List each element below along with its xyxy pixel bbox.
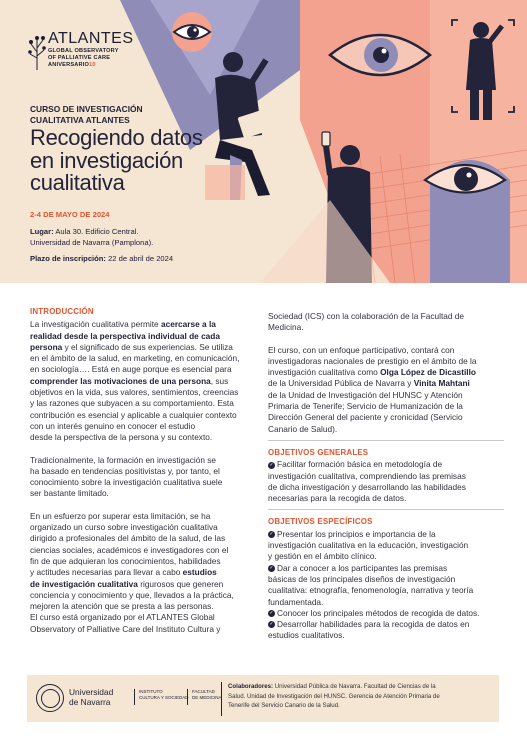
specific-objective-item: ✓ Dar a conocer a los participantes las premisas básicas de los principales diseños de investigación cualitativa: etnografía, fenomenología, narrativa y teoría fundamentada. [268, 562, 474, 607]
tree-logo-icon [28, 30, 46, 70]
faculty-label: FACULTAD DE MEDICINA [187, 689, 222, 705]
specific-objective-item: ✓ Presentar los principios e importancia de la investigación cualitativa en la educación, investigación y gestión en el ámbito clínico. [268, 528, 469, 562]
specific-objective-item: ✓ Conocer los principales métodos de recogida de datos. [269, 607, 480, 618]
check-circle-icon: ✓ [269, 461, 274, 468]
logo-anniversary: ANIVERSARIO10 [48, 62, 96, 68]
registration-deadline: Plazo de inscripción: 22 de abril de 2024 [30, 254, 174, 263]
right-column [268, 311, 504, 642]
check-circle-icon: ✓ [269, 531, 274, 538]
intro-paragraph-3: En un esfuerzo por superar esta limitación, se ha organizado un curso sobre investigación cualitativa dirigido a profesionales del ámbito de la salud, de las ciencias sociales, académicos e investigadores con el fin de que adquieran los conocimientos, habilidades y actitudes necesarias para llevar a cabo estudios de investigación cualitativa rigurosos que generen conciencia y conocimiento y que, llevados a la práctica, mejoren la atención que se presta a las personas. El curso está organizado por el ATLANTES Global Observatory of Palliative Care del Instituto Cultura y [30, 510, 234, 634]
specific-objective-item: ✓ Desarrollar habilidades para la recogida de datos en estudios cualitativos. [268, 619, 470, 641]
right-paragraph-1: Sociedad (ICS) con la colaboración de la Facultad de Medicina. [268, 311, 465, 333]
bottom-eye-icon [425, 160, 510, 283]
small-eye-icon [172, 12, 212, 52]
check-circle-icon: ✓ [269, 621, 274, 628]
hero-banner [0, 0, 527, 283]
event-location: Lugar: Aula 30. Edificio Central. Universidad de Navarra (Pamplona). [30, 227, 154, 247]
specific-objectives-heading: OBJETIVOS ESPECÍFICOS [268, 509, 504, 527]
university-seal-logo [36, 684, 64, 712]
event-dates: 2-4 DE MAYO DE 2024 [30, 210, 110, 219]
collaborators-note: Colaboradores: Universidad Pública de Navarra. Facultad de Ciencias de la Salud. Unidad de Investigación del HUNSC. Gerencia de Atención Primaria de Tenerife del Servicio Canario de la Salud. [221, 682, 498, 716]
check-circle-icon: ✓ [269, 564, 274, 571]
intro-paragraph-1: La investigación cualitativa permite acercarse a la realidad desde la perspectiva individual de cada persona y el significado de sus experiencias. Se utiliza en el ámbito de la salud, en marketing, en comunicación, en sociología…. Está en auge porque es esencial para comprender las motivaciones de una persona, sus objetivos en la vida, sus valores, sentimientos, creencias y las razones que subyacen a su comportamiento. Esta contribución es esencial y aplicable a cualquier contexto con un interés genuino en conocer el estudio desde la perspectiva de la persona y su contexto. [30, 319, 240, 443]
specific-objectives-list [268, 529, 504, 642]
left-column [30, 306, 262, 646]
page-title: Recogiendo datos en investigación cualitativa [30, 125, 203, 195]
intro-heading: INTRODUCCIÓN [30, 307, 94, 316]
course-kicker: CURSO DE INVESTIGACIÓN CUALITATIVA ATLANTES [30, 104, 143, 125]
check-circle-icon: ✓ [269, 610, 274, 617]
right-paragraph-2: El curso, con un enfoque participativo, contará con investigadoras nacionales de prestigio en el ámbito de la investigación cualitativa como Olga López de Dicastillo de la Universidad Pública de Navarra y Vinita Mahtani de la Unidad de Investigación del HUNSC y Atención Primaria de Tenerife; Servicio de Humanización de la Dirección General del paciente y cronicidad (Servicio Canario de Salud). [268, 344, 477, 434]
logo-wordmark: ATLANTES [48, 30, 134, 47]
logo-subtitle-1: GLOBAL OBSERVATORY [48, 48, 119, 54]
logo-subtitle-2: OF PALLIATIVE CARE [48, 55, 111, 61]
institute-label: INSTITUTO CULTURA Y SOCIEDAD [134, 689, 189, 705]
general-objective-item: ✓ Facilitar formación básica en metodología de investigación cualitativa, comprendiendo las premisas de dicha investigación y desarrollando las habilidades necesarias para la recogida de datos. [268, 459, 466, 504]
intro-paragraph-2: Tradicionalmente, la formación en investigación se ha basado en tendencias positivistas y, por tanto, el conocimiento sobre la investigación cualitativa suele ser bastante limitado. [30, 454, 223, 499]
footer-bar [27, 675, 499, 722]
university-name: Universidad de Navarra [69, 687, 114, 707]
general-objectives-heading: OBJETIVOS GENERALES [268, 440, 504, 458]
